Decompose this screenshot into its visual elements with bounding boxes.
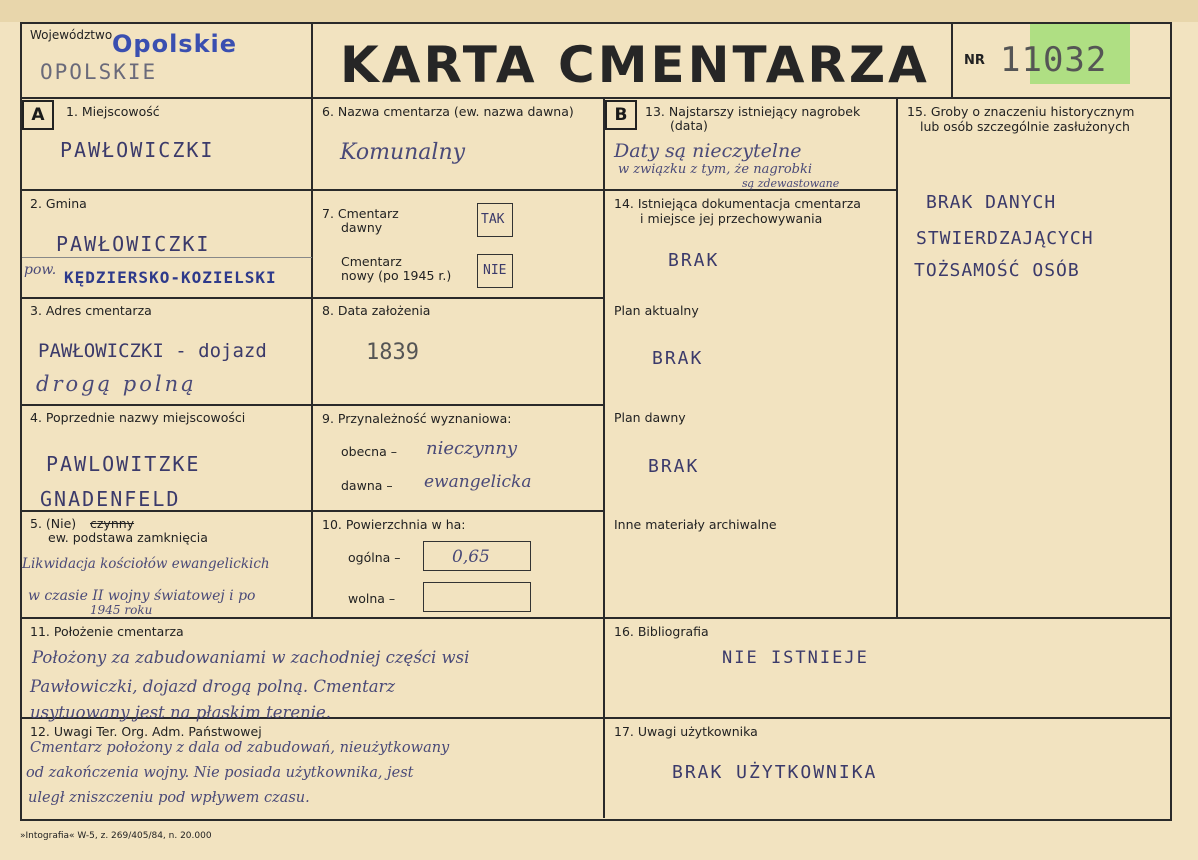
print-note: »Intografia« W-5, z. 269/405/84, n. 20.000 bbox=[20, 831, 212, 841]
field-7-old-label-2: dawny bbox=[341, 220, 383, 235]
field-11-value-line-3: usytuowany jest na płaskim terenie. bbox=[30, 703, 332, 722]
field-3-value-line-2: drogą polną bbox=[36, 372, 197, 396]
field-9-label: 9. Przynależność wyznaniowa: bbox=[322, 411, 512, 426]
field-2-label: 2. Gmina bbox=[30, 196, 87, 211]
field-4-label: 4. Poprzednie nazwy miejscowości bbox=[30, 410, 246, 425]
plan-former-label: Plan dawny bbox=[614, 410, 686, 425]
section-b-marker: B bbox=[605, 100, 637, 130]
field-9-current-label: obecna – bbox=[341, 444, 397, 459]
other-materials-label: Inne materiały archiwalne bbox=[614, 517, 777, 532]
field-9-former-value: ewangelicka bbox=[424, 472, 532, 492]
voivodeship-label: Województwo bbox=[30, 28, 113, 42]
field-11-value-line-2: Pawłowiczki, dojazd drogą polną. Cmentarz bbox=[30, 677, 396, 696]
field-5-label-line-2: ew. podstawa zamknięcia bbox=[48, 530, 208, 545]
field-11-label: 11. Położenie cmentarza bbox=[30, 624, 184, 639]
field-5-value-line-3: 1945 roku bbox=[90, 603, 153, 617]
field-16-value: NIE ISTNIEJE bbox=[722, 648, 869, 668]
plan-former-value: BRAK bbox=[648, 456, 700, 477]
field-17-label: 17. Uwagi użytkownika bbox=[614, 724, 758, 739]
col-divider-1 bbox=[311, 22, 313, 618]
frame-left bbox=[20, 22, 22, 820]
field-1-value: PAWŁOWICZKI bbox=[60, 138, 215, 162]
field-2-value: PAWŁOWICZKI bbox=[56, 232, 211, 256]
field-11-value-line-1: Położony za zabudowaniami w zachodniej części wsi bbox=[32, 648, 470, 667]
field-5-value-line-1: Likwidacja kościołów ewangelickich bbox=[22, 556, 270, 572]
field-5-value-line-2: w czasie II wojny światowej i po bbox=[28, 588, 256, 604]
field-2-pow-prefix: pow. bbox=[24, 262, 57, 278]
field-13-value-line-1: Daty są nieczytelne bbox=[614, 140, 802, 162]
field-10-free-label: wolna – bbox=[348, 591, 396, 606]
field-7-new-box bbox=[477, 254, 513, 288]
field-13-value-line-2: w związku z tym, że nagrobki bbox=[618, 162, 813, 177]
field-2-pow-value: KĘDZIERSKO-KOZIELSKI bbox=[64, 268, 277, 287]
field-5-label-prefix: 5. (Nie) bbox=[30, 516, 77, 531]
field-13-label-line-1: 13. Najstarszy istniejący nagrobek bbox=[645, 104, 861, 119]
header-divider bbox=[20, 97, 1172, 99]
field-12-value-line-3: uległ zniszczeniu pod wpływem czasu. bbox=[28, 790, 310, 806]
field-7-new-label-2: nowy (po 1945 r.) bbox=[341, 268, 452, 283]
field-8-label: 8. Data założenia bbox=[322, 303, 431, 318]
field-14-value: BRAK bbox=[668, 250, 720, 271]
field-14-label-line-1: 14. Istniejąca dokumentacja cmentarza bbox=[614, 196, 861, 211]
plan-current-value: BRAK bbox=[652, 348, 704, 369]
card-title: KARTA CMENTARZA bbox=[340, 36, 930, 94]
section-a-marker: A bbox=[22, 100, 54, 130]
field-9-former-label: dawna – bbox=[341, 478, 393, 493]
frame-top bbox=[20, 22, 1172, 24]
field-3-value-line-1: PAWŁOWICZKI - dojazd bbox=[38, 340, 267, 362]
field-12-value-line-1: Cmentarz położony z dala od zabudowań, nieużytkowany bbox=[30, 740, 450, 756]
field-2-underline bbox=[22, 257, 312, 258]
field-12-value-line-2: od zakończenia wojny. Nie posiada użytkownika, jest bbox=[26, 765, 414, 781]
field-9-current-value: nieczynny bbox=[426, 438, 518, 459]
field-4-value-line-1: PAWLOWITZKE bbox=[46, 452, 201, 476]
nr-value: 11032 bbox=[1000, 40, 1108, 80]
field-15-value-line-1: BRAK DANYCH bbox=[926, 192, 1057, 213]
field-1-label: 1. Miejscowość bbox=[66, 104, 160, 119]
nr-label: NR bbox=[964, 53, 985, 68]
field-10-label: 10. Powierzchnia w ha: bbox=[322, 517, 466, 532]
col-divider-3 bbox=[896, 97, 898, 618]
field-3-label: 3. Adres cmentarza bbox=[30, 303, 152, 318]
field-7-old-value: TAK bbox=[481, 212, 505, 227]
field-13-label-line-2: (data) bbox=[670, 118, 708, 133]
voivodeship-stamp: Opolskie bbox=[112, 30, 238, 58]
field-6-value: Komunalny bbox=[340, 140, 466, 165]
field-10-total-value: 0,65 bbox=[452, 547, 490, 567]
plan-current-label: Plan aktualny bbox=[614, 303, 699, 318]
field-7-new-label-1: Cmentarz bbox=[341, 254, 402, 269]
row-divider-1 bbox=[20, 189, 312, 191]
row-divider-5 bbox=[20, 617, 1172, 619]
field-15-value-line-3: TOŻSAMOŚĆ OSÓB bbox=[914, 260, 1080, 281]
field-13-value-line-3: są zdewastowane bbox=[742, 177, 840, 190]
field-17-value: BRAK UŻYTKOWNIKA bbox=[672, 762, 878, 783]
field-10-total-label: ogólna – bbox=[348, 550, 401, 565]
field-7-old-label-1: 7. Cmentarz bbox=[322, 206, 399, 221]
voivodeship-value: OPOLSKIE bbox=[40, 60, 158, 84]
field-15-label-line-1: 15. Groby o znaczeniu historycznym bbox=[907, 104, 1135, 119]
field-7-new-value: NIE bbox=[483, 263, 507, 278]
nr-divider bbox=[951, 22, 953, 98]
frame-bottom bbox=[20, 819, 1172, 821]
field-10-total-box bbox=[423, 541, 531, 571]
field-15-label-line-2: lub osób szczególnie zasłużonych bbox=[920, 119, 1130, 134]
col-divider-2 bbox=[603, 97, 605, 818]
field-14-label-line-2: i miejsce jej przechowywania bbox=[640, 211, 823, 226]
field-16-label: 16. Bibliografia bbox=[614, 624, 709, 639]
frame-right bbox=[1170, 22, 1172, 820]
field-7-old-box bbox=[477, 203, 513, 237]
field-15-value-line-2: STWIERDZAJĄCYCH bbox=[916, 228, 1094, 249]
field-10-free-box bbox=[423, 582, 531, 612]
row-divider-3 bbox=[20, 404, 605, 406]
field-8-value: 1839 bbox=[366, 340, 419, 365]
field-5-label-struck: czynny bbox=[90, 516, 135, 531]
field-12-label: 12. Uwagi Ter. Org. Adm. Państwowej bbox=[30, 724, 262, 739]
field-6-label: 6. Nazwa cmentarza (ew. nazwa dawna) bbox=[322, 104, 574, 119]
row-divider-col2 bbox=[312, 189, 604, 191]
card-top-edge bbox=[0, 0, 1198, 22]
row-divider-2 bbox=[20, 297, 605, 299]
field-4-value-line-2: GNADENFELD bbox=[40, 487, 181, 511]
